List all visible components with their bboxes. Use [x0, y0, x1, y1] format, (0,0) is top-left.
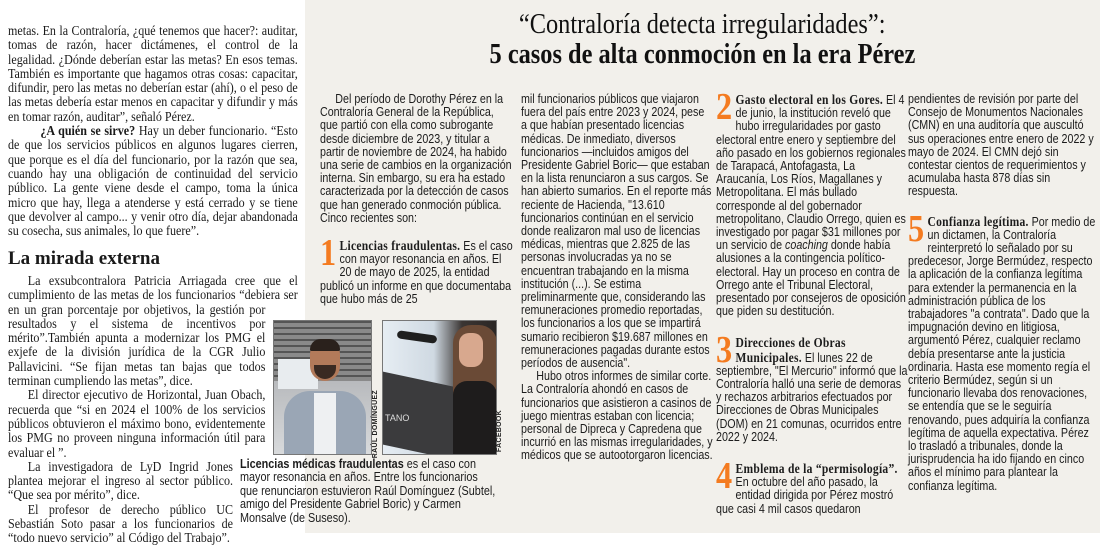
case-number: 1: [320, 239, 337, 275]
case-item-2: [716, 86, 908, 319]
case-title: Gasto electoral en los Gores.: [735, 92, 883, 107]
box-column-1: [320, 93, 514, 309]
case-title: Emblema de la “permisología”.: [735, 461, 898, 477]
photo-credit-right: FACEBOOK: [496, 410, 503, 453]
case-number: 5: [908, 207, 925, 250]
photo-carmen-monsalve: [382, 320, 497, 455]
case-text: Por medio de un dictamen, la Contraloría reinterpretó lo señalado por su predecesor, Jorge Bermúdez, respecto la aplicación de la confianza legítima para extender la permanencia en la administración pública de los trabajadores "a contrata". Dado que la impugnación devino en litigiosa, argumentó Pérez, cualquier reclamo debía presentarse ante la justicia ordinaria. Hasta ese momento regía el criterio Bermúdez, según si un funcionario llevaba dos renovaciones, se entendía que se le seguiría renovando, pues adquiría la confianza legítima de aquella expectativa. Pérez lo trasladó a tribunales, donde la jurisprudencia ha ido fijando en cinco años el mínimo para plantear la confianza legítima.: [908, 214, 1096, 493]
case-item-5: [908, 207, 1098, 493]
photo-credit-left: RAÚL DOMÍNGUEZ: [372, 390, 379, 459]
case-item-4: [716, 455, 908, 516]
photo-raul-dominguez: [273, 320, 372, 455]
paragraph-text: Hay un deber funcionario. “Esto de que los servicios públicos en algunos lugares cierren, que porque es el día del funcionario, por la razón que sea, cuando hay una obligación de continuidad del servicio público. La gente viene desde el campo, toma la única micro que hay, llega a atenderse y está cerrado y se tiene que devolver al campo... y venir otro día, dejar abandonada su cosecha, sus animales, lo que fuere”.: [8, 123, 298, 239]
paragraph: La exsubcontralora Patricia Arriagada cree que el cumplimiento de las metas de los funcionarios “debiera ser en un gran porcentaje por objetivos, la gestión por resultados y el sistema de incentivos por mérito”.También apunta a modernizar los PMG el exjefe de la división jurídica de la CGR Julio Pallavicini. “Se fijan metas tan bajas que todos terminan cumpliendo las metas”, dice.: [8, 273, 298, 389]
case-text: Es el caso con mayor resonancia en años. El 20 de mayo de 2025, la entidad publicó un informe en que documentaba que hubo más de 25: [320, 239, 513, 306]
case-text: El lunes 22 de septiembre, "El Mercurio" informó que la Contraloría halló una serie de demoras y rechazos arbitrarios efectuados por Direcciones de Obras Municipales (DOM) en 21 comunas, ocurridos entre 2022 y 2024.: [716, 350, 908, 444]
box-title-line2: 5 casos de alta conmoción en la era Pérez: [489, 38, 916, 70]
case-title: Direcciones de Obras Municipales.: [735, 335, 846, 365]
box-column-4: [908, 93, 1098, 493]
case-text-continued: Hubo otros informes de similar corte. La Contraloría ahondó en casos de funcionarios que asistieron a casinos de juego mientras estaban con licencia; personal de Dipreca y Capredena que incurrió en las mismas irregularidades, y médicos que se autootorgaron licencias.: [521, 369, 713, 463]
case-title: Confianza legítima.: [927, 213, 1029, 229]
case-item-1: [320, 239, 514, 309]
caption-lead: Licencias médicas fraudulentas: [240, 457, 404, 471]
paragraph-lead: ¿A quién se sirve?: [40, 123, 136, 139]
intro-paragraph: Del período de Dorothy Pérez en la Contraloría General de la República, que partió con ella como subrogante desde diciembre de 2023, y titular a partir de noviembre de 2024, ha habido una serie de cambios en la organización interna. Sin embargo, su era ha estado caracterizada por la detección de casos que han generado conmoción pública. Cinco recientes son:: [320, 92, 512, 225]
caption-text: es el caso con mayor resonancia en años. Entre los funcionarios que renunciaron estuvieron Raúl Domínguez (Subtel, amigo del Presidente Gabriel Boric) y Carmen Monsalve (de Suseso).: [240, 457, 496, 525]
case-text-continued: mil funcionarios públicos que viajaron fuera del país entre 2023 y 2024, pese a que habían presentado licencias médicas. De inmediato, diversos funcionarios —incluidos amigos del Presidente Gabriel Boric— que estaban en la lista renunciaron a sus cargos. Se han abierto sumarios. En el reporte más reciente de Hacienda, "13.610 funcionarios continúan en el servicio donde realizaron mal uso de licencias médicas, mientras que 2.825 de las personas involucradas ya no se encuentran trabajando en la misma institución (...). Se estima preliminarmente que, considerando las remuneraciones promedio reportadas, los funcionarios a los que se impartirá sumario recibieron $19.687 millones en remuneraciones pagadas durante estos períodos de ausencia".: [521, 92, 712, 371]
paragraph: El director ejecutivo de Horizontal, Juan Obach, recuerda que “si en 2024 el 100% de los servicios públicos obtuvieron el máximo bono, evidentemente los PMG no proveen ninguna información útil para evaluar el ”.: [8, 387, 266, 460]
box-column-3: [716, 86, 908, 516]
box-column-2: [521, 93, 713, 463]
paragraph: La investigadora de LyD Ingrid Jones plantea mejorar el ingreso al sector público. “Que sea por mérito”, dice.: [8, 458, 233, 503]
case-text-italic: coaching: [785, 238, 828, 253]
box-title-line1: “Contraloría detecta irregularidades”:: [519, 8, 886, 40]
case-text: En octubre del año pasado, la entidad dirigida por Pérez mostró que casi 4 mil casos quedaron: [716, 475, 894, 516]
case-title: Licencias fraudulentas.: [339, 239, 461, 254]
left-column-upper: [8, 24, 298, 238]
paragraph: [8, 124, 298, 238]
case-text: donde había alusiones a la contingencia político-electoral. Hay un proceso en contra de Orrego ante el Tribunal Electoral, presentado por consejeros de oposición que piden su destitución.: [716, 238, 906, 319]
paragraph: metas. En la Contraloría, ¿qué tenemos que hacer?: auditar, tomas de razón, hacer dictámenes, el control de la legalidad. ¿Dónde deberían estar las metas? En esos temas. También es importante que hagamos otras cosas: capacitar, difundir, pero las metas no deberían estar (ahí), o el peso de las metas debería estar menos en capacitar y difundir y más en tomar razón, auditar”, señaló Pérez.: [8, 23, 298, 124]
case-item-3: [716, 329, 908, 444]
case-number: 3: [716, 329, 733, 372]
section-heading: La mirada externa: [8, 248, 160, 269]
photo-caption: [240, 458, 498, 525]
case-number: 4: [716, 455, 733, 498]
case-number: 2: [716, 86, 733, 128]
case-text: El 4 de junio, la institución reveló que hubo irregularidades por gasto electoral entre enero y septiembre del año pasado en los gobiernos regionales de Tarapacá, Antofagasta, La Araucanía, Los Ríos, Magallanes y Metropolitana. El más bullado corresponde al del gobernador metropolitano, Claudio Orrego, quien es investigado por pagar $31 millones por un servicio de: [716, 93, 906, 253]
podium-text: TANO: [385, 413, 410, 423]
paragraph: El profesor de derecho público UC Sebastián Soto pasar a los funcionarios de “todo nuevo servicio” al Código del Trabajo”.: [8, 501, 233, 546]
case-text-continued: pendientes de revisión por parte del Consejo de Monumentos Nacionales (CMN) en una auditoría que auscultó sus operaciones entre enero de 2022 y mayo de 2024. El CMN dejó sin contestar cientos de requerimientos y acumulaba hasta 878 días sin respuesta.: [908, 92, 1094, 199]
